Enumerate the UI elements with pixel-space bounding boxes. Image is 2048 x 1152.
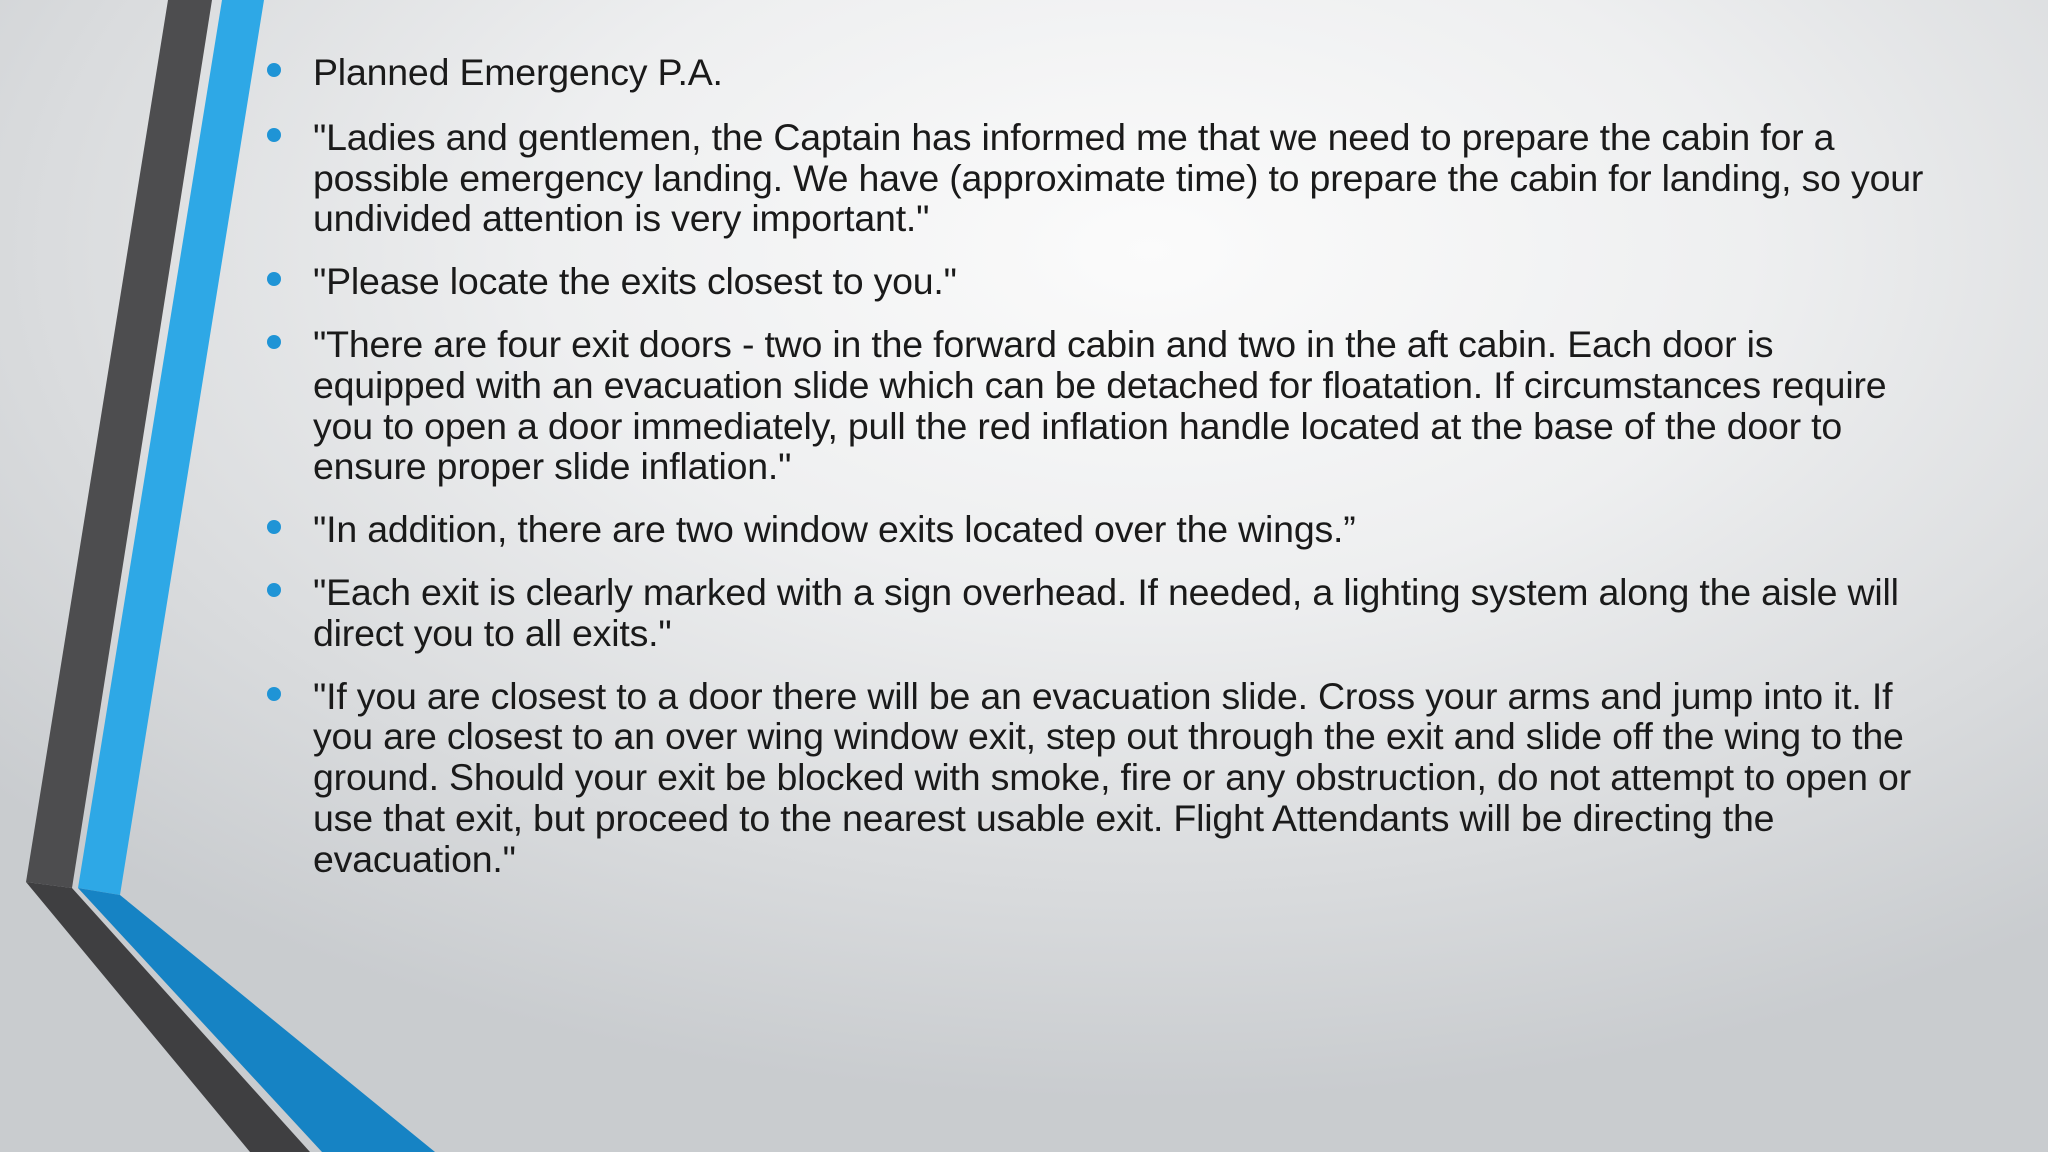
bullet-icon [267, 583, 281, 597]
bullet-icon [267, 63, 281, 77]
bullet-text: "Please locate the exits closest to you." [313, 260, 957, 303]
bullet-text: Planned Emergency P.A. [313, 51, 723, 93]
bullet-text: "Each exit is clearly marked with a sign overhead. If needed, a lighting system along the aisle will direct you to all exits." [313, 570, 1899, 654]
bullet-item [313, 52, 1933, 93]
bullet-text: "If you are closest to a door there will be an evacuation slide. Cross your arms and jump into it. If you are closest to an over wing window exit, step out through the exit and slide off the wing to the ground. Should your exit be blocked with smoke, fire or any obstruction, do not attempt to open or use that exit, but proceed to the nearest usable exit. Flight Attendants will be directing the evacuation." [313, 674, 1911, 880]
bullet-text: "In addition, there are two window exits located over the wings.” [313, 508, 1356, 551]
bullet-text: "Ladies and gentlemen, the Captain has informed me that we need to prepare the cabin for a possible emergency landing. We have (approximate time) to prepare the cabin for landing, so your undivided attention is very important." [313, 115, 1924, 240]
bullet-icon [267, 128, 281, 142]
bullet-item [313, 509, 1933, 550]
bullet-list [313, 52, 1933, 902]
bullet-item [313, 261, 1933, 302]
bullet-text: "There are four exit doors - two in the forward cabin and two in the aft cabin. Each door is equipped with an evacuation slide which can be detached for floatation. If circumstances require you to open a door immediately, pull the red inflation handle located at the base of the door to ensure proper slide inflation." [313, 322, 1887, 488]
bullet-icon [267, 687, 281, 701]
bullet-icon [267, 335, 281, 349]
bullet-item [313, 117, 1933, 239]
bullet-item [313, 572, 1933, 654]
bullet-item [313, 324, 1933, 487]
bullet-item [313, 676, 1933, 880]
